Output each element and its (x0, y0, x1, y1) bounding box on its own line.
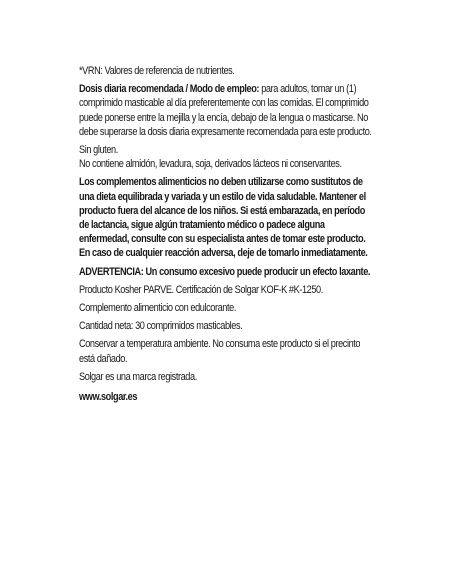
advertencia-text: Un consumo excesivo puede producir un efecto laxante. (143, 265, 371, 278)
advertencia-heading: ADVERTENCIA: (79, 265, 144, 278)
dosage-text: para adultos, tomar un (1) comprimido masticable al día preferentemente con las comidas. El comprimido puede ponerse entre la mejilla y la encía, debajo de la lengua o masticarse. No debe superarse la dosis diaria expresamente recomendada para este producto. (79, 83, 372, 138)
storage-note: Conservar a temperatura ambiente. No consuma este producto si el precinto está dañado. (79, 338, 361, 365)
advertencia-paragraph (79, 265, 374, 279)
product-label-text (79, 64, 374, 404)
supplement-warning: Los complementos alimenticios no deben utilizarse como sustitutos de una dieta equilibrada y variada y un estilo de vida saludable. Mantener el producto fuera del alcance de los niños. Si está embarazada, en período de lactancia, sigue algún tratamiento médico o padece alguna enfermedad, consulte con su especialista antes de tomar este producto. En caso de cualquier reacción adversa, deje de tomarlo inmediatamente. (79, 176, 368, 260)
complemento-note: Complemento alimenticio con edulcorante. (79, 302, 236, 315)
trademark-note: Solgar es una marca registrada. (79, 370, 197, 383)
gluten-free-note: Sin gluten. (79, 144, 118, 157)
website-link[interactable]: www.solgar.es (79, 391, 138, 404)
dosage-paragraph (79, 82, 374, 139)
net-quantity: Cantidad neta: 30 comprimidos masticables. (79, 320, 243, 333)
dosage-heading: Dosis diaria recomendada / Modo de empleo: (79, 83, 260, 96)
vrn-note: *VRN: Valores de referencia de nutrientes. (79, 65, 235, 77)
no-contains-note: No contiene almidón, levadura, soja, derivados lácteos ni conservantes. (79, 158, 342, 171)
kosher-note: Producto Kosher PARVE. Certificación de Solgar KOF-K #K-1250. (79, 283, 323, 296)
